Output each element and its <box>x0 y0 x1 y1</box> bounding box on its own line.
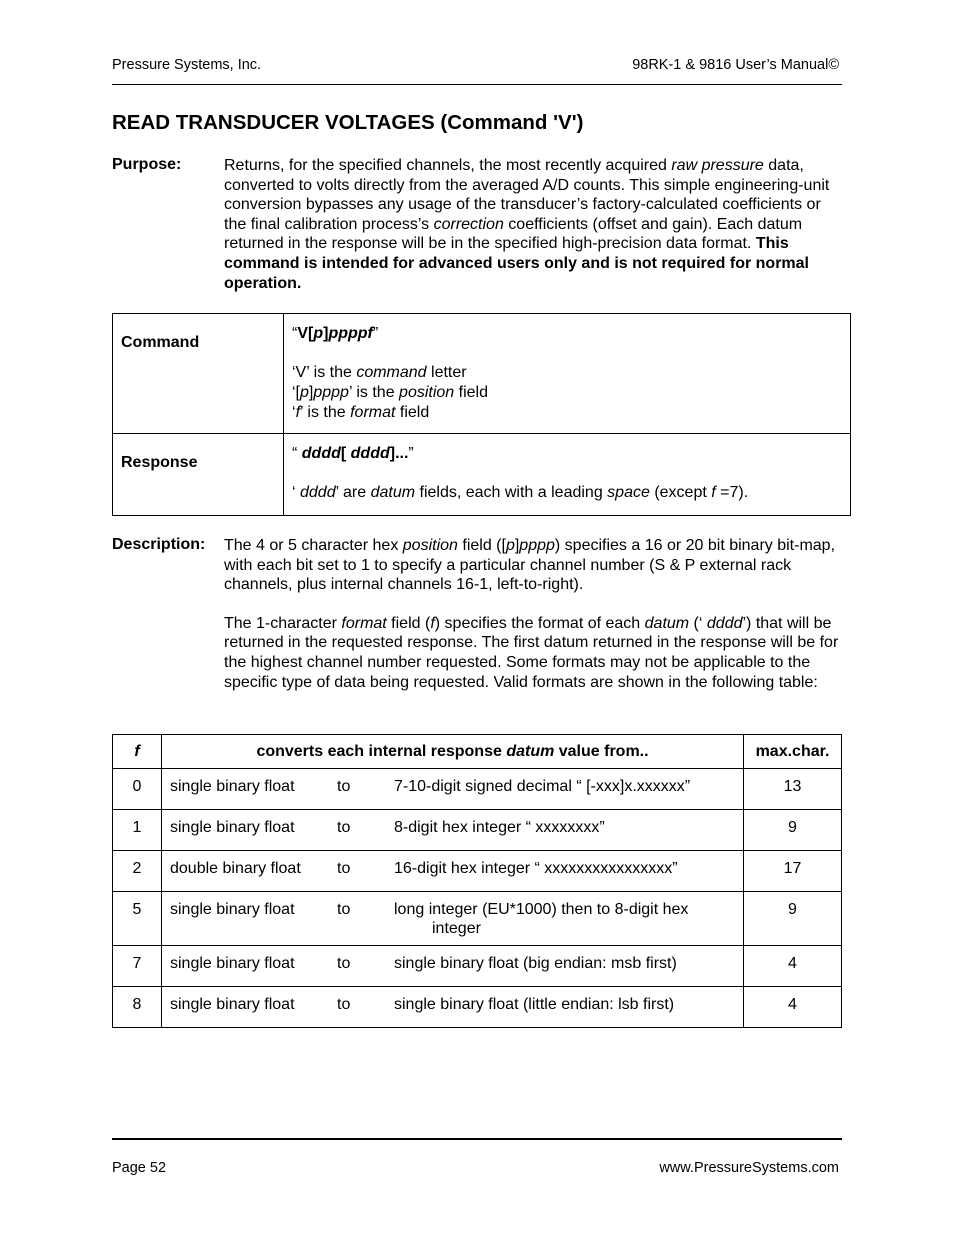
row-f: 7 <box>113 946 162 987</box>
command-row <box>113 314 851 434</box>
row-max: 13 <box>744 769 842 810</box>
row-f: 5 <box>113 892 162 946</box>
command-position-line: ‘[p]pppp’ is the position field <box>292 384 488 401</box>
row-from: single binary float <box>170 819 295 836</box>
table-row <box>113 987 842 1028</box>
row-from: single binary float <box>170 955 295 972</box>
row-to: to <box>337 955 351 972</box>
format-table-header <box>113 735 842 769</box>
row-max: 17 <box>744 851 842 892</box>
row-to: to <box>337 901 351 918</box>
row-to: to <box>337 819 351 836</box>
section-title: READ TRANSDUCER VOLTAGES (Command 'V') <box>112 111 584 134</box>
row-max: 4 <box>744 987 842 1028</box>
table-row <box>113 769 842 810</box>
row-dest: long integer (EU*1000) then to 8-digit hex integer <box>394 901 689 937</box>
header-converts: converts each internal response datum value from.. <box>162 735 744 769</box>
command-letter-line: ‘V’ is the command letter <box>292 364 467 381</box>
header-rule <box>112 84 842 85</box>
footer-rule <box>112 1138 842 1140</box>
header-manual-title: 98RK-1 & 9816 User’s Manual© <box>632 57 839 73</box>
row-f: 1 <box>113 810 162 851</box>
response-description: ‘ dddd’ are datum fields, each with a leading space (except f =7). <box>292 484 749 501</box>
description-para-2: The 1-character format field (f) specifies the format of each datum (‘ dddd’) that will be returned in the requested response. The first datum returned in the response will be for the highest channel number requested. Some formats may not be applicable to the specific type of data being requested. Valid formats are shown in the following table: <box>224 614 839 691</box>
website-link[interactable]: www.PressureSystems.com <box>659 1160 839 1176</box>
row-dest: 7-10-digit signed decimal “ [-xxx]x.xxxxxx” <box>394 778 691 795</box>
row-max: 9 <box>744 892 842 946</box>
response-syntax: “ dddd[ dddd]...” <box>292 445 414 462</box>
response-label: Response <box>113 434 284 516</box>
description-text <box>224 536 844 692</box>
table-row <box>113 810 842 851</box>
header-company: Pressure Systems, Inc. <box>112 57 262 73</box>
command-value <box>284 314 851 434</box>
response-row <box>113 434 851 516</box>
command-label: Command <box>113 314 284 434</box>
command-syntax: “V[p]ppppf” <box>292 325 379 342</box>
header-max-char: max.char. <box>744 735 842 769</box>
description-label: Description: <box>112 536 206 553</box>
command-table <box>112 313 851 516</box>
row-max: 9 <box>744 810 842 851</box>
row-from: single binary float <box>170 778 295 795</box>
row-dest: 8-digit hex integer “ xxxxxxxx” <box>394 819 605 836</box>
description-para-1: The 4 or 5 character hex position field ([p]pppp) specifies a 16 or 20 bit binary bit-map, with each bit set to 1 to specify a particular channel number (S & P external rack channels, plus internal channels 16-1, left-to-right). <box>224 537 836 594</box>
row-dest: single binary float (little endian: lsb first) <box>394 996 675 1013</box>
response-value <box>284 434 851 516</box>
purpose-label: Purpose: <box>112 156 182 173</box>
row-dest: 16-digit hex integer “ xxxxxxxxxxxxxxxx” <box>394 860 678 877</box>
purpose-text: Returns, for the specified channels, the most recently acquired raw pressure data, converted to volts directly from the averaged A/D counts. This simple engineering-unit conversion bypasses any usage of the transducer’s factory-calculated coefficients or the final calibration process’s correction coefficients (offset and gain). Each datum returned in the response will be in the specified high-precision data format. This command is intended for advanced users only and is not required for normal operation. <box>224 157 830 292</box>
row-to: to <box>337 860 351 877</box>
row-from: double binary float <box>170 860 301 877</box>
command-format-line: ‘f’ is the format field <box>292 404 430 421</box>
row-to: to <box>337 996 351 1013</box>
row-f: 2 <box>113 851 162 892</box>
row-f: 8 <box>113 987 162 1028</box>
format-table <box>112 734 842 1028</box>
row-from: single binary float <box>170 901 295 918</box>
table-row <box>113 892 842 946</box>
row-to: to <box>337 778 351 795</box>
row-dest: single binary float (big endian: msb first) <box>394 955 677 972</box>
row-max: 4 <box>744 946 842 987</box>
row-from: single binary float <box>170 996 295 1013</box>
page-number: Page 52 <box>112 1160 167 1176</box>
header-f: f <box>113 735 162 769</box>
table-row <box>113 851 842 892</box>
table-row <box>113 946 842 987</box>
row-f: 0 <box>113 769 162 810</box>
